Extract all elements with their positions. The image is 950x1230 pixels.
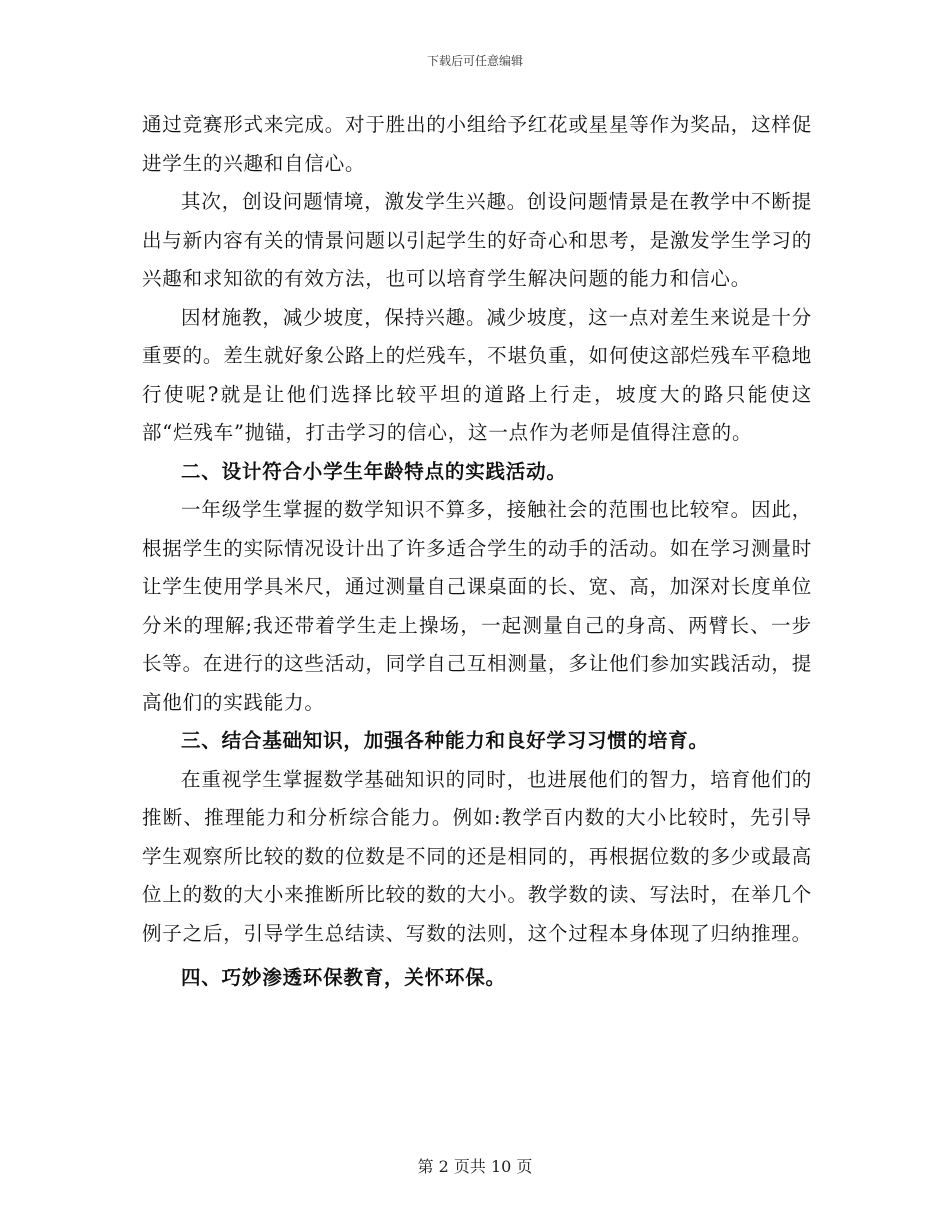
paragraph-problem-situation: 其次，创设问题情境，激发学生兴趣。创设问题情景是在教学中不断提出与新内容有关的情景问题以引起学生的好奇心和思考，是激发学生学习的兴趣和求知欲的有效方法，也可以培育学生解决问题的能力和信心。 (142, 190, 812, 290)
paragraph-continued: 通过竞赛形式来完成。对于胜出的小组给予红花或星星等作为奖品，这样促进学生的兴趣和自信心。 (142, 113, 812, 175)
section-heading-3: 三、结合基础知识，加强各种能力和良好学习习惯的培育。 (181, 729, 709, 752)
section-heading-4: 四、巧妙渗透环保教育，关怀环保。 (181, 966, 506, 989)
document-body (142, 106, 812, 998)
page-header: 下载后可任意编辑 (426, 54, 523, 68)
page-number: 第 2 页共 10 页 (417, 1157, 533, 1176)
paragraph-reduce-difficulty: 因材施教，减少坡度，保持兴趣。减少坡度，这一点对差生来说是十分重要的。差生就好象公路上的烂残车，不堪负重，如何使这部烂残车平稳地行使呢?就是让他们选择比较平坦的道路上行走，坡度大的路只能使这部“烂残车”抛锚，打击学习的信心，这一点作为老师是值得注意的。 (142, 305, 812, 444)
paragraph-practice-activities: 一年级学生掌握的数学知识不算多，接触社会的范围也比较窄。因此，根据学生的实际情况设计出了许多适合学生的动手的活动。如在学习测量时让学生使用学具米尺，通过测量自己课桌面的长、宽、高，加深对长度单位分米的理解;我还带着学生走上操场，一起测量自己的身高、两臂长、一步长等。在进行的这些活动，同学自己互相测量，多让他们参加实践活动，提高他们的实践能力。 (142, 498, 812, 714)
paragraph-ability-training: 在重视学生掌握数学基础知识的同时，也进展他们的智力，培育他们的推断、推理能力和分析综合能力。例如:教学百内数的大小比较时，先引导学生观察所比较的数的位数是不同的还是相同的，再根据位数的多少或最高位上的数的大小来推断所比较的数的大小。教学数的读、写法时，在举几个例子之后，引导学生总结读、写数的法则，这个过程本身体现了归纳推理。 (142, 767, 812, 945)
section-heading-2: 二、设计符合小学生年龄特点的实践活动。 (181, 459, 567, 483)
